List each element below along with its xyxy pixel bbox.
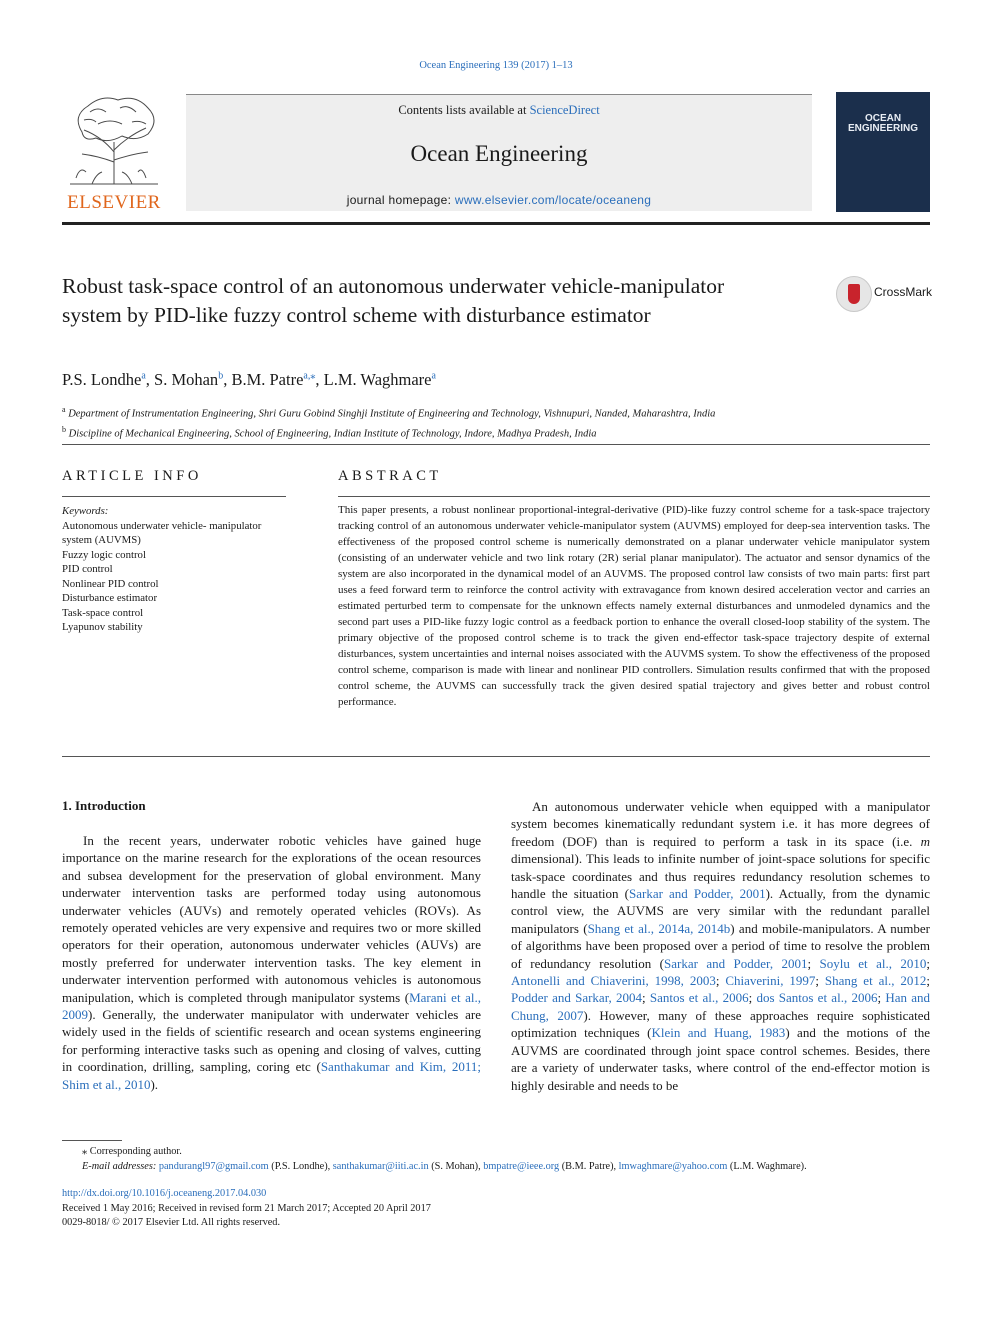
affiliation-text: Discipline of Mechanical Engineering, School of Engineering, Indian Institute of Technology, Indore, Madhya Pradesh, India (68, 428, 597, 439)
body-text: In the recent years, underwater robotic vehicles have gained huge importance on the marine research for the explorations of the ocean resources and subsea development for the preservation of global environment. Many underwater intervention tasks are performed today using autonomous underwater vehicles (AUVs) and remotely operated vehicles (ROVs). As remotely operated vehicles are very expensive and requires two or more skilled operators for their operation, autonomous underwater vehicles (AUVs) are mostly preferred for underwater intervention tasks. The key element in underwater intervention performed with autonomous vehicles is autonomous manipulation, which is completed through manipulator systems ( (62, 833, 481, 1005)
author-name[interactable]: P.S. Londhe (62, 370, 142, 389)
body-column-right (511, 798, 930, 1094)
body-text: ; (877, 990, 886, 1006)
keyword-item[interactable]: Lyapunov stability (62, 621, 143, 633)
keyword-item[interactable]: Task-space control (62, 606, 144, 619)
author-list: P.S. Londhe$^a$, S. Mohan$^b$, B.M. Patre$^{a,⁎}$, L.M. Waghmare$^a$ (62, 370, 436, 389)
author-name[interactable]: L.M. Waghmare (323, 370, 432, 389)
citation-link[interactable]: Santhakumar and Kim, 2011; Shim et al., 2010 (62, 1059, 481, 1092)
body-text: ) and mobile-manipulators. A number of algorithms have been proposed over a period of time to resolve the problem of redundancy resolution ( (511, 920, 930, 971)
keywords-list (62, 504, 288, 635)
author-affiliation-marker[interactable]: a (141, 370, 146, 382)
body-text: ). (150, 1076, 159, 1092)
email-owner: (S. Mohan), (428, 1160, 484, 1172)
affiliation-divider (62, 444, 930, 445)
elsevier-logo[interactable] (62, 92, 166, 214)
citation-link[interactable]: Shang et al., 2012 (824, 973, 927, 989)
body-text: ). Actually, from the dynamic control view, the AUVMS are very similar with the redundant parallel manipulators ( (511, 886, 930, 936)
citation-link[interactable]: Santos et al., 2006 (649, 990, 749, 1006)
body-text: ; (642, 990, 650, 1006)
email-addresses (62, 1160, 942, 1175)
body-text: ; (715, 973, 726, 989)
email-link[interactable]: bmpatre@ieee.org (483, 1160, 560, 1172)
author-affiliation-marker[interactable]: a,⁎ (303, 370, 316, 382)
author-name[interactable]: B.M. Patre (231, 370, 304, 389)
email-label: E-mail addresses: (82, 1160, 159, 1172)
cover-title-line-1: OCEAN (864, 113, 902, 124)
affiliation-marker: a (62, 405, 66, 414)
article-title: Robust task-space control of an autonomous underwater vehicle-manipulator system by PID-like fuzzy control scheme with disturbance estimator (62, 274, 725, 327)
journal-header (186, 94, 812, 211)
cover-title (836, 114, 930, 134)
publication-info (62, 1187, 431, 1231)
keyword-item[interactable]: Autonomous underwater vehicle- manipulator system (AUVMS) (62, 519, 262, 546)
body-text: m (920, 833, 930, 849)
keyword-item[interactable]: Disturbance estimator (62, 592, 158, 604)
cover-title-line-2: ENGINEERING (847, 123, 918, 134)
author-affiliation-marker[interactable]: b (218, 370, 224, 382)
citation-link[interactable]: Shang et al., 2014a, 2014b (587, 920, 731, 936)
sciencedirect-link[interactable]: ScienceDirect (529, 103, 600, 117)
body-text: An autonomous underwater vehicle when equipped with a manipulator system becomes kinematically redundant system i.e. it has more degrees of freedom (DOF) than is required to perform a task in its space (i.e. (511, 799, 930, 849)
article-info-divider (62, 496, 286, 497)
author-affiliation-marker[interactable]: a (431, 370, 436, 382)
body-text: ; (815, 973, 825, 989)
citation-link[interactable]: Sarkar and Podder, 2001 (664, 955, 808, 971)
header-divider (62, 222, 930, 225)
homepage-line (186, 193, 812, 207)
contents-prefix: Contents lists available at (398, 103, 530, 117)
body-text: ; (926, 973, 930, 989)
intro-paragraph-1 (62, 832, 481, 1093)
journal-citation[interactable]: Ocean Engineering 139 (2017) 1–13 (419, 60, 573, 71)
doi-link[interactable]: http://dx.doi.org/10.1016/j.oceaneng.2017.04.030 (62, 1188, 267, 1199)
affiliation-item (62, 402, 715, 422)
footnotes (62, 1145, 942, 1174)
crossmark-label: CrossMark (874, 285, 933, 299)
received-dates: Received 1 May 2016; Received in revised form 21 March 2017; Accepted 20 April 2017 (62, 1202, 431, 1214)
email-owner: (L.M. Waghmare). (727, 1160, 807, 1172)
email-link[interactable]: pandurangl97@gmail.com (158, 1160, 269, 1172)
affiliation-text: Department of Instrumentation Engineering, Shri Guru Gobind Singhji Institute of Engineering and Technology, Vishnupuri, Nanded, Maharashtra, India (68, 408, 716, 420)
citation-link[interactable]: Klein and Huang, 1983 (651, 1025, 786, 1041)
citation-link[interactable]: Han and Chung, 2007 (511, 990, 931, 1023)
body-text: ) and the motions of the AUVMS are coordinated through joint space control schemes. Besides, there are a variety of underwater tasks, where control of the end-effector motion is highly desirable and needs to be (511, 1025, 931, 1093)
body-column-left (62, 832, 481, 1093)
contents-line (186, 103, 812, 118)
copyright-notice: 0029-8018/ © 2017 Elsevier Ltd. All rights reserved. (62, 1217, 281, 1228)
footnote-divider (62, 1140, 122, 1141)
citation-link[interactable]: Podder and Sarkar, 2004 (511, 990, 643, 1006)
citation-link[interactable]: Marani et al., 2009 (62, 989, 481, 1023)
author-name[interactable]: S. Mohan (154, 370, 219, 389)
body-text: ). Generally, the underwater manipulator with underwater vehicles are widely used in the fields of scientific research and ocean systems engineering for performing interactive tasks such as opening and closing of valves, cutting in coordination, drilling, sampling, coring etc ( (62, 1007, 481, 1075)
elsevier-tree-icon (62, 92, 166, 188)
body-text: ; (807, 955, 820, 971)
body-text: dimensional). This leads to infinite number of joint-space solutions for specific task-space coordinates and thus requires redundancy resolution schemes to handle the situation ( (511, 851, 930, 902)
body-text: ; (748, 990, 757, 1006)
intro-paragraph-2 (511, 798, 930, 1094)
citation-link[interactable]: dos Santos et al., 2006 (756, 990, 878, 1006)
affiliations (62, 402, 715, 441)
citation-link[interactable]: Soylu et al., 2010 (819, 955, 927, 971)
crossmark-icon (836, 276, 872, 312)
keyword-item[interactable]: Nonlinear PID control (62, 577, 159, 590)
email-link[interactable]: lmwaghmare@yahoo.com (618, 1160, 728, 1172)
email-link[interactable]: santhakumar@iiti.ac.in (332, 1160, 429, 1172)
homepage-link[interactable]: www.elsevier.com/locate/oceaneng (454, 193, 652, 207)
body-text: ; (926, 955, 930, 971)
affiliation-marker: b (62, 424, 66, 434)
homepage-prefix: journal homepage: (346, 193, 455, 207)
corresponding-author-note: ⁎ Corresponding author. (82, 1146, 182, 1157)
abstract-heading: ABSTRACT (338, 468, 442, 484)
citation-link[interactable]: Chiaverini, 1997 (725, 973, 816, 989)
elsevier-wordmark: ELSEVIER (67, 192, 161, 213)
keyword-item[interactable]: PID control (62, 563, 113, 575)
journal-name: Ocean Engineering (410, 141, 588, 166)
abstract-bottom-divider (62, 756, 930, 757)
email-owner: (B.M. Patre), (559, 1160, 619, 1172)
citation-link[interactable]: Sarkar and Podder, 2001 (628, 886, 766, 902)
body-text: ). However, many of these approaches require sophisticated optimization techniques ( (511, 1007, 931, 1041)
article-info-heading: ARTICLE INFO (62, 468, 202, 484)
keyword-item[interactable]: Fuzzy logic control (62, 548, 146, 561)
journal-cover-thumbnail[interactable] (836, 92, 930, 212)
crossmark-button[interactable] (836, 276, 936, 312)
affiliation-item (62, 422, 715, 442)
introduction-heading: 1. Introduction (62, 798, 146, 813)
keywords-label: Keywords: (62, 505, 109, 517)
email-owner: (P.S. Londhe), (268, 1160, 333, 1172)
citation-link[interactable]: Antonelli and Chiaverini, 1998, 2003 (511, 973, 716, 989)
abstract-text: This paper presents, a robust nonlinear proportional-integral-derivative (PID)-like fuzzy control scheme for a task-space trajectory tracking control of an autonomous underwater vehicle-manipulator system (AUVMS) employed for deep-sea intervention tasks. The effectiveness of the proposed control scheme is numerically demonstrated on a planar underwater vehicle manipulator system (consisting of an underwater vehicle and two link rotary (2R) serial planar manipulator). The actuator and sensor dynamics of the system are also incorporated in the dynamical model of an AUVMS. The proposed control law consists of two main parts: first part uses a feed forward term to reinforce the control activity with extravagance from known desired acceleration vector and carries an estimated perturbed term to compensate for the unknown effects namely external disturbances and unmodeled dynamics and the second part uses a PID-like fuzzy logic control as a feedback portion to enhance the overall closed-loop stability of the system. The primary objective of the proposed control scheme is to track the given end-effector task-space trajectory despite of external disturbances, system uncertainties and internal noises associated with the AUVMS system. To show the effectiveness of the proposed control scheme, comparison is made with linear and nonlinear PID controllers. Simulation results confirmed that with the proposed control scheme, the AUVMS can successfully track the given desired spatial trajectory and gives better and robust control performance. (338, 504, 930, 708)
abstract-divider (338, 496, 930, 497)
